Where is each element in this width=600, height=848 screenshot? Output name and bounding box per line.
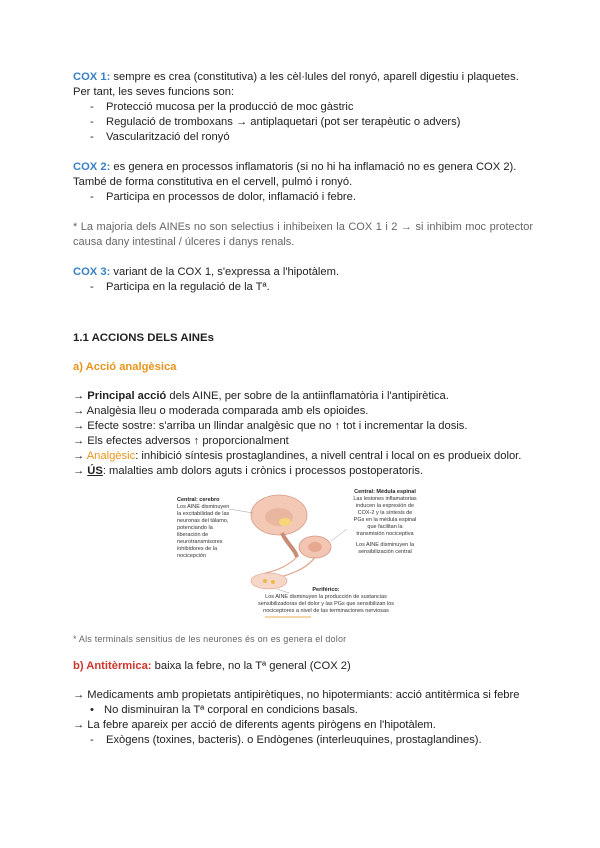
cox1-item: - Regulació de tromboxans → antiplaquetari (pot ser terapèutic o advers) — [73, 115, 533, 130]
peripheral-title: Periférico: — [312, 587, 340, 593]
antitermica-line: → Medicaments amb propietats antipirètiques, no hipotermiants: acció antitèrmica si febre — [73, 689, 520, 701]
document-page — [73, 70, 533, 748]
analgesic-line — [73, 464, 533, 479]
central-cerebral-text: Los AINE disminuyen la excitabilidad de las neuronas del tálamo, potenciando la liberación de neurotransmisores inhibidores de la nocicepción — [177, 504, 230, 559]
analgesic-word: Analgèsic — [86, 450, 136, 462]
central-spinal-text: Las lesiones inflamatorias inducen la expresión de COX-2 y la síntesis de PGs en la médula espinal que facilitan la transmisión nociceptiva — [353, 496, 417, 537]
nerve-fiber — [265, 557, 297, 573]
cox1-text: sempre es crea (constitutiva) a les cèl·lules del ronyó, aparell digestiu i plaquetes. — [110, 71, 519, 83]
analgesic-line5-rest: : inhibició síntesis prostaglandines, a nivell central i local on es produeix dolor. — [135, 450, 522, 462]
cox1-paragraph — [73, 70, 533, 85]
peripheral-label — [251, 587, 401, 615]
analgesic-line — [73, 449, 533, 464]
cox2-item: - Participa en processos de dolor, inflamació i febre. — [73, 190, 533, 205]
central-spinal-label — [353, 489, 417, 556]
central-cerebral-title: Central: cerebro — [177, 497, 220, 503]
central-cerebral-label — [177, 497, 235, 560]
cox2-text2: També de forma constitutiva en el cervell, pulmó i ronyó. — [73, 176, 353, 188]
cox2-label: COX 2: — [73, 161, 111, 173]
central-spinal-text2: Los AINE disminuyen la sensibilización central — [355, 542, 415, 555]
cox3-paragraph — [73, 265, 533, 280]
analgesia-diagram — [177, 489, 417, 619]
cox1-item: - Protecció mucosa per la producció de moc gàstric — [73, 100, 533, 115]
cox1-text2: Per tant, les seves funcions son: — [73, 86, 235, 98]
section-title: 1.1 ACCIONS DELS AINEs — [73, 332, 214, 344]
analgesic-line6-rest: : malalties amb dolors aguts i crònics i processos postoperatoris. — [102, 465, 424, 477]
cox2-text: es genera en processos inflamatoris (si no hi ha inflamació no es genera COX 2). — [110, 161, 517, 173]
spinal-grey — [308, 542, 322, 552]
antitermica-bullet: • No disminuiran la Tª corporal en condicions basals. — [73, 703, 533, 718]
analgesic-title: a) Acció analgèsica — [73, 361, 177, 373]
note-aines: * La majoria dels AINEs no son selectius i inhibeixen la COX 1 i 2 → si inhibim moc protector causa dany intestinal / úlceres i danys renals. — [73, 221, 533, 248]
analgesic-line: → Efecte sostre: s'arriba un llindar analgèsic que no ↑ tot i incrementar la dosis. — [73, 420, 468, 432]
nociceptor — [271, 580, 275, 584]
cox1-item: - Vascularització del ronyó — [73, 130, 533, 145]
cox3-item: - Participa en la regulació de la Tª. — [73, 280, 533, 295]
antitermica-line: → La febre apareix per acció de diferents agents pirògens en l'hipotàlem. — [73, 719, 436, 731]
cox1-label: COX 1: — [73, 71, 111, 83]
analgesic-line: → Els efectes adversos ↑ proporcionalment — [73, 435, 289, 447]
antitermica-item: - Exògens (toxines, bacteris). o Endògenes (interleuquines, prostaglandines). — [73, 733, 533, 748]
principal-accio: Principal acció — [87, 390, 167, 402]
figure-caption: * Als terminals sensitius de les neurones és on es genera el dolor — [73, 634, 347, 644]
analgesic-line1-rest: dels AINE, per sobre de la antiinflamatòria i l'antipirètica. — [166, 390, 449, 402]
analgesic-line: → Analgèsia lleu o moderada comparada amb els opioides. — [73, 405, 369, 417]
thalamus — [279, 518, 291, 526]
arrow-prefix: → — [73, 450, 87, 462]
spinal-cord — [282, 533, 297, 557]
connector-line — [331, 529, 347, 541]
cox2-paragraph — [73, 160, 533, 175]
peripheral-text: Los AINE disminuyen la producción de sustancias sensibilizadoras del dolor y las PGs que sensibilizan los nociceptores a nivel de las terminaciones nerviosas — [257, 594, 395, 614]
central-spinal-title: Central: Médula espinal — [354, 489, 416, 495]
nociceptor — [263, 579, 267, 583]
analgesic-line — [73, 389, 533, 404]
arrow-prefix: → — [73, 465, 88, 477]
arrow-prefix: → — [73, 390, 88, 402]
cox3-text: variant de la COX 1, s'expressa a l'hipotàlem. — [110, 266, 340, 278]
antitermica-title-rest: baixa la febre, no la Tª general (COX 2) — [151, 660, 351, 672]
antitermica-paragraph — [73, 659, 533, 674]
us-label: ÚS — [87, 465, 103, 477]
cox3-label: COX 3: — [73, 266, 111, 278]
antitermica-title: b) Antitèrmica: — [73, 660, 152, 672]
